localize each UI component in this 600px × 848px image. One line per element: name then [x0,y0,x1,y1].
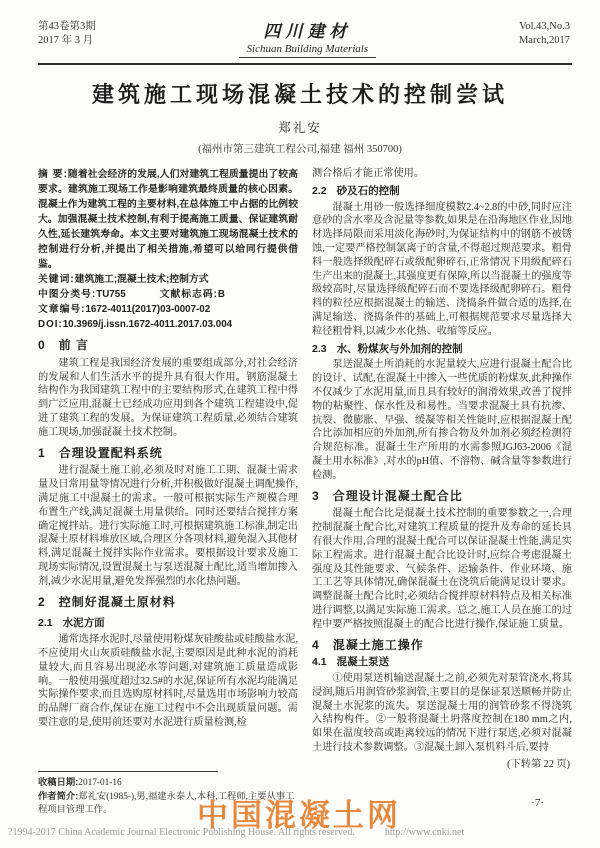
section-title: 合理设计混凝土配合比 [332,488,463,503]
article-title: 建筑施工现场混凝土技术的控制尝试 [91,82,508,107]
doc-code-value: B [217,289,225,300]
subsection-number: 2.1 [38,617,53,630]
journal-logo-en: Sichuan Building Materials [239,43,377,58]
subsection-2-1-paragraph: 通常选择水泥时,尽量使用粉煤灰硅酸盐或硅酸盐水泥,不应使用火山灰质硅酸盐水泥,主要原因是此种水泥的消耗量较大,而且容易出现泌水等问题,对建筑施工质量造成影响。一般使用强度超过32.5#的水泥,保证所有水泥均能满足实际操作要求,而且选购原材料时,尽量选用市场影响力较高的品牌厂商合作,保证在施工过程中不会出现质量问题。需要注意的是,使用前还要对水泥进行质量检测,检 [38,634,298,728]
section-0-paragraph: 建筑工程是我国经济发展的重要组成部分,对社会经济的发展和人们生活水平的提升具有很大作用。钢筋混凝土结构作为我国建筑工程中的主要结构形式,在建筑工程中得到广泛应用,混凝土已经成功应用到各个建筑工程建设中,促进了建筑工程的发展。为保证建筑工程质量,必须结合建筑施工现场,加强混凝土技术控制。 [38,357,298,438]
page-number: ·7· [531,797,544,809]
received-date-value: 2017-01-16 [78,778,122,788]
section-title: 合理设置配料系统 [58,445,163,460]
clc-label: 中图分类号: [38,289,97,300]
subsection-title: 砂及石的控制 [336,184,400,197]
article-id-line [38,302,298,317]
doi-line [38,317,298,332]
abstract-text: 随着社会经济的发展,人们对建筑工程质量提出了较高要求。建筑施工现场工作是影响建筑最终质量的核心因素。混凝土作为建筑工程的主要材料,在总体施工中占据的比例较大。加强混凝土技术控制,有利于提高施工质量、保证建筑耐久性,延长建筑寿命。本文主要对建筑施工现场混凝土技术的控制进行分析,并提出了相关措施,希望可以给同行提供借鉴。 [38,169,298,270]
keywords-label: 关键词: [38,274,75,285]
journal-issue-info [38,20,96,48]
doc-code-label: 文献标志码: [159,289,218,300]
journal-volume-info [519,20,570,48]
subsection-2-2-paragraph: 混凝土用砂一般选择细度模数2.4~2.8的中砂,同时应注意砂的含水率及含泥量等参数,如果是在沿海地区作业,因地材选择局限而采用淡化海砂时,为保证结构中的钢筋不被锈蚀,一定要严格控制氯离子的含量,不得超过规范要求。粗骨料一般选择级配碎石或级配卵碎石,正常情况下用级配碎石生产出来的混凝土,其强度更有保障,所以当混凝土的强度等级较高时,尽量选择级配碎石而不要选择级配卵碎石。粗骨料的粒径应根据混凝土的输送、浇捣条件做合适的选择,在满足输送、浇捣条件的基础上,可根据规范要求尽量选择大粒径粗骨料,以减少水化热、收缩等反应。 [312,201,572,337]
journal-header [0,0,600,58]
journal-logo-cn: 四川建材 [263,22,352,41]
author-bio-label: 作者简介: [38,791,79,801]
section-heading-3 [312,490,572,504]
author-name: 郑礼安 [278,121,322,135]
subsection-title: 水泥方面 [62,617,105,630]
issue-date-line: 2017 年 3 月 [38,35,94,46]
subsection-heading-2-1 [38,617,298,631]
section-number: 0 [38,338,46,352]
received-date-line [38,776,298,790]
clc-value: TU755 [96,289,126,300]
column-right [312,167,572,817]
section-title: 控制好混凝土原材料 [58,594,176,609]
doi-label: DOI: [38,319,63,330]
issue-volume-line: 第43卷第3期 [38,21,96,32]
classification-line [38,287,298,302]
section-heading-4 [312,639,572,653]
subsection-heading-4-1 [312,656,572,670]
keywords-text: 建筑施工;混凝土技术;控制方式 [74,274,209,285]
copyright-line [8,827,592,838]
cnki-watermark: 中国混凝土网 [197,798,401,833]
volume-date-line: March,2017 [518,35,570,46]
author-bio-value: 郑礼安(1985-),男,福建永泰人,本科,工程师,主要从事工程项目管理工作。 [38,792,295,815]
subsection-heading-2-3 [312,343,572,357]
footnote-rule [38,771,218,772]
subsection-4-1-paragraph: ①使用泵送机输送混凝土之前,必须先对泵管浇水,将其浸润,随后用润管砂浆润管,主要目的是保证泵送顺畅并防止混凝土水泥浆的流失。泵送混凝土用的润管砂浆不得浇筑入结构构件。②一般将混凝土坍落度控制在180 mm之内,如果在温度较高或距离较远的情况下进行泵送,必须对混凝土进行技术参数调整。③混凝土卸入泵机料斗后,要持 [312,673,572,754]
subsection-title: 混凝土泵送 [336,656,390,669]
subsection-number: 2.2 [312,184,327,197]
volume-number-line: Vol.43,No.3 [519,21,570,32]
subsection-2-3-paragraph: 泵送混凝土所消耗的水泥量较大,应进行混凝土配合比的设计、试配,在混凝土中掺入一些优质的粉煤灰,此种操作不仅减少了水泥用量,而且具有较好的润滑效果,改善了搅拌物的粘聚性、保水性及和易性。当要求混凝土具有抗渗、抗裂、微膨胀、早强、缓凝等相关性能时,应根据混凝土配合比添加相应的外加剂,所有掺合物及外加剂必须经检测符合规范标准。混凝土生产所用的水需参照JGJ63-2006《混凝土用水标准》,对水的pH值、不溶物、碱含量等参数进行检测。 [312,359,572,481]
author-affiliation: (福州市第三建筑工程公司,福建 福州 350700) [198,144,402,155]
article-id-value: 1672-4011(2017)03-0007-02 [85,304,211,315]
front-matter [38,167,298,332]
continuation-note: (下转第 22 页) [507,758,570,770]
subsection-number: 4.1 [312,656,327,669]
section-number: 2 [38,594,46,609]
doi-value: 10.3969/j.issn.1672-4011.2017.03.004 [62,319,233,330]
article-id-label: 文章编号: [38,304,86,315]
section-title: 前 言 [58,338,90,352]
section-number: 3 [312,488,320,503]
received-date-label: 收稿日期: [38,777,79,787]
copyright-text: ?1994-2017 China Academic Journal Electronic Publishing House. All rights reserved. [8,827,355,838]
cnki-url: http://www.cnki.net [384,827,465,838]
section-number: 4 [312,637,320,652]
section-3-paragraph: 混凝土配合比是混凝土技术控制的重要参数之一,合理控制混凝土配合比,对建筑工程质量的提升及寿命的延长具有很大作用,合理的混凝土配合可以保证混凝土性能,满足实际工程需求。进行混凝土配合比设计时,应综合考虑混凝土强度及其性能要求、气候条件、运输条件、作业环境、施工工艺等具体情况,确保混凝土在浇筑后能满足设计要求。调整混凝土配合比时,必须结合搅拌原材料特点及相关标准进行调整,以满足实际施工需求。总之,施工人员在施工的过程中要严格按照混凝土的配合比进行操作,保证施工质量。 [312,508,572,630]
journal-logo [239,17,377,58]
abstract-label: 摘 要: [38,169,68,180]
header-rule [38,63,572,65]
subsection-heading-2-2 [312,185,572,199]
subsection-2-1-continued: 测合格后才能正常使用。 [312,168,425,179]
column-left [38,167,298,817]
section-heading-1 [38,447,298,461]
section-1-paragraph: 进行混凝土施工前,必须及时对施工工期、混凝土需求量及日常用量等情况进行分析,并积极做好混凝土调配操作,满足施工中混凝土的需求。一般可根据实际生产规模合理布置生产线,满足混凝土用量供给。同时还要结合搅拌方案确定搅拌站。进行实际施工时,可根据建筑施工标准,制定出混凝土原材料堆放区域,合理区分各项材料,避免混入其他材料,满足混凝土搅拌实际作业需求。要根据设计要求及施工现场实际情况,设置混凝土与泵送混凝土配比,适当增加掺入剂,减少水泥用量,避免发挥强烈的水化热问题。 [38,465,298,587]
subsection-title: 水、粉煤灰与外加剂的控制 [336,342,463,355]
subsection-number: 2.3 [312,342,327,355]
two-column-body [0,156,600,817]
section-title: 混凝土施工操作 [332,637,424,652]
section-heading-0 [38,339,298,353]
section-heading-2 [38,596,298,610]
keywords [38,272,298,287]
abstract [38,167,298,272]
section-number: 1 [38,445,46,460]
